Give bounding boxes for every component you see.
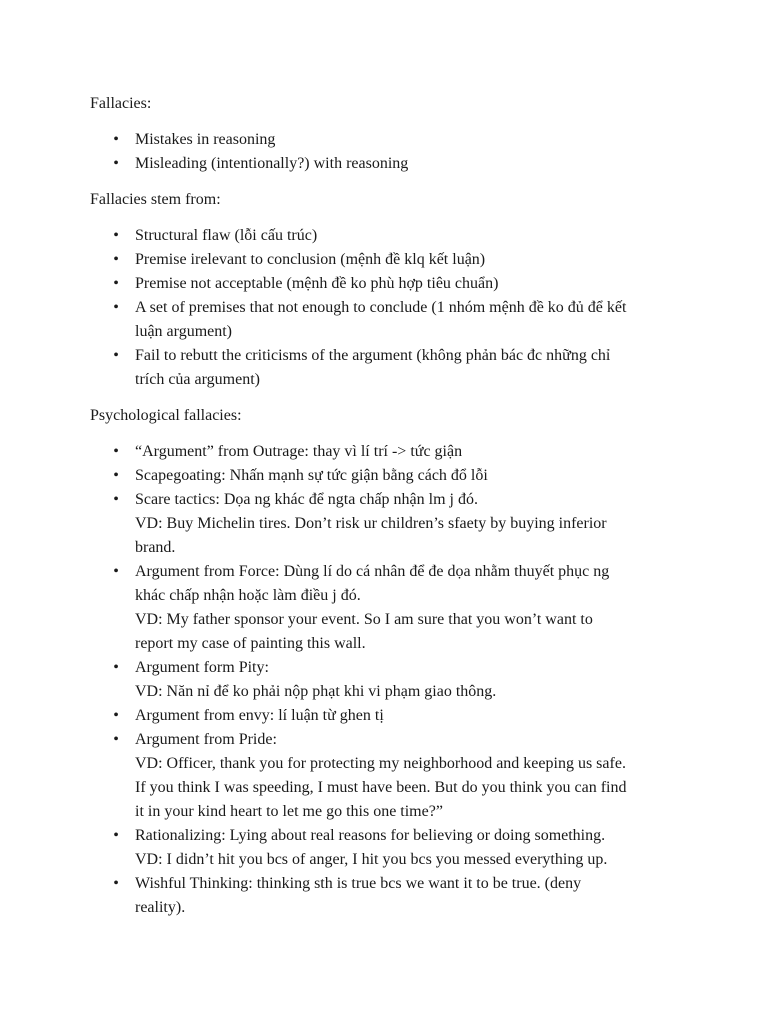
list-item-text: Premise irelevant to conclusion (mệnh đề klq kết luận)	[135, 251, 486, 268]
list-item-text: brand.	[135, 539, 176, 556]
bullet-icon: •	[113, 875, 119, 892]
list-item	[90, 440, 690, 464]
list-item-text: Misleading (intentionally?) with reasoning	[135, 155, 409, 172]
list-item-text: Rationalizing: Lying about real reasons for believing or doing something.	[135, 827, 606, 844]
list-item	[90, 464, 690, 488]
list-item-text: Structural flaw (lỗi cấu trúc)	[135, 227, 318, 244]
list-item-text: VD: My father sponsor your event. So I am sure that you won’t want to	[135, 611, 593, 628]
bullet-icon: •	[113, 731, 119, 748]
list-item	[90, 344, 690, 392]
list-item	[90, 704, 690, 728]
bullet-icon: •	[113, 347, 119, 364]
bullet-icon: •	[113, 827, 119, 844]
list-psychological-fallacies	[90, 440, 690, 920]
section-heading-psychological-fallacies: Psychological fallacies:	[90, 407, 242, 424]
bullet-icon: •	[113, 563, 119, 580]
list-item	[90, 248, 690, 272]
bullet-icon: •	[113, 275, 119, 292]
list-item-text: Argument from envy: lí luận từ ghen tị	[135, 707, 384, 724]
list-item-text: VD: Officer, thank you for protecting my neighborhood and keeping us safe.	[135, 755, 626, 772]
bullet-icon: •	[113, 155, 119, 172]
list-item	[90, 872, 690, 920]
list-item	[90, 128, 690, 152]
section-heading-fallacies: Fallacies:	[90, 95, 152, 112]
list-item-text: luận argument)	[135, 323, 233, 340]
list-item	[90, 728, 690, 824]
bullet-icon: •	[113, 443, 119, 460]
list-item-text: Mistakes in reasoning	[135, 131, 276, 148]
list-item-text: Fail to rebutt the criticisms of the argument (không phản bác đc những chỉ	[135, 347, 611, 364]
bullet-icon: •	[113, 707, 119, 724]
list-item-text: VD: Buy Michelin tires. Don’t risk ur children’s sfaety by buying inferior	[135, 515, 607, 532]
list-item-text: Scare tactics: Dọa ng khác để ngta chấp nhận lm j đó.	[135, 491, 478, 508]
list-item-text: Argument from Force: Dùng lí do cá nhân để đe dọa nhằm thuyết phục ng	[135, 563, 610, 580]
list-item	[90, 272, 690, 296]
list-item-text: Argument from Pride:	[135, 731, 277, 748]
bullet-icon: •	[113, 131, 119, 148]
list-item	[90, 656, 690, 704]
bullet-icon: •	[113, 659, 119, 676]
list-item-text: khác chấp nhận hoặc làm điều j đó.	[135, 587, 361, 604]
list-item-text: trích của argument)	[135, 371, 260, 388]
list-fallacies-stem-from	[90, 224, 690, 392]
document-page	[90, 92, 690, 932]
list-item	[90, 488, 690, 560]
list-item	[90, 824, 690, 872]
list-item	[90, 560, 690, 656]
list-item-text: it in your kind heart to let me go this one time?”	[135, 803, 443, 820]
list-item	[90, 152, 690, 176]
list-item-text: If you think I was speeding, I must have been. But do you think you can find	[135, 779, 627, 796]
list-item-text: VD: I didn’t hit you bcs of anger, I hit you bcs you messed everything up.	[135, 851, 608, 868]
bullet-icon: •	[113, 491, 119, 508]
list-item-text: A set of premises that not enough to conclude (1 nhóm mệnh đề ko đủ để kết	[135, 299, 627, 316]
list-item-text: VD: Năn nỉ để ko phải nộp phạt khi vi phạm giao thông.	[135, 683, 497, 700]
bullet-icon: •	[113, 299, 119, 316]
list-item-text: Premise not acceptable (mệnh đề ko phù hợp tiêu chuẩn)	[135, 275, 499, 292]
bullet-icon: •	[113, 227, 119, 244]
list-item	[90, 296, 690, 344]
list-item-text: Wishful Thinking: thinking sth is true bcs we want it to be true. (deny	[135, 875, 582, 892]
list-item-text: report my case of painting this wall.	[135, 635, 366, 652]
list-item	[90, 224, 690, 248]
section-heading-fallacies-stem-from: Fallacies stem from:	[90, 191, 221, 208]
list-fallacies	[90, 128, 690, 176]
bullet-icon: •	[113, 251, 119, 268]
list-item-text: Argument form Pity:	[135, 659, 269, 676]
list-item-text: “Argument” from Outrage: thay vì lí trí -> tức giận	[135, 443, 463, 460]
list-item-text: reality).	[135, 899, 186, 916]
bullet-icon: •	[113, 467, 119, 484]
list-item-text: Scapegoating: Nhấn mạnh sự tức giận bằng cách đổ lỗi	[135, 467, 488, 484]
